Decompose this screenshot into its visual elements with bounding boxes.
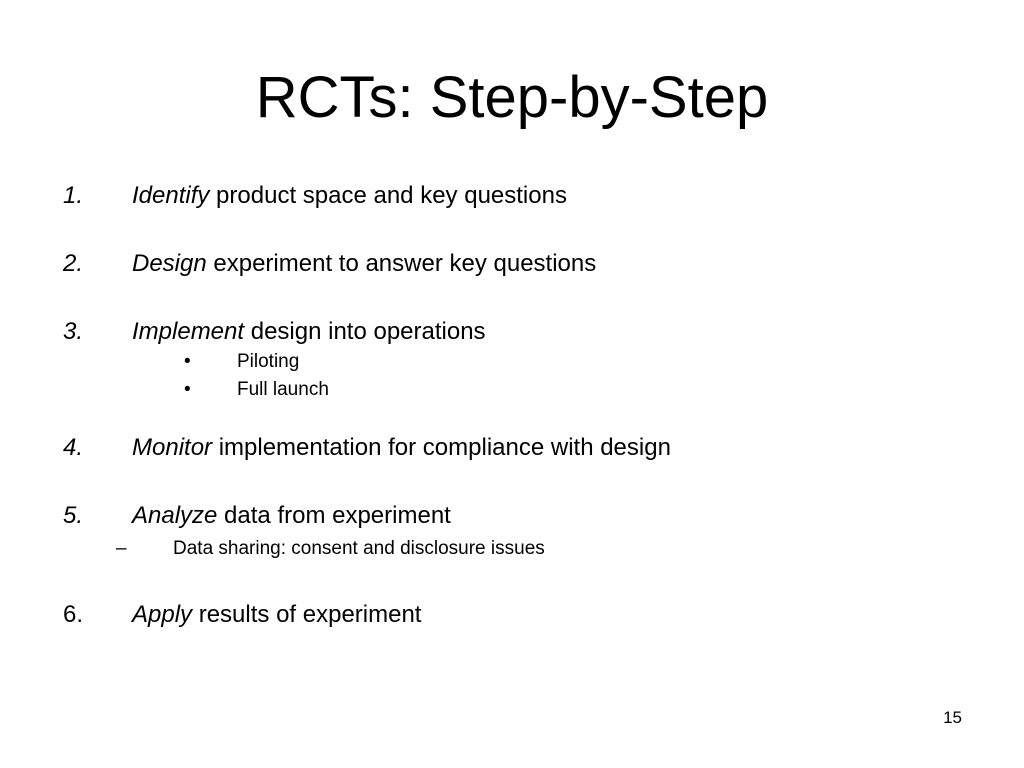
step-number: 3. [63,318,84,345]
dash-marker: – [116,538,127,559]
sub-bullet-label: Piloting [237,351,300,372]
step-text [132,318,486,346]
step-description: design into operations [244,318,486,345]
step-verb: Implement [132,318,245,345]
page-number: 15 [943,708,962,727]
step-text [132,601,421,629]
step-text [132,250,596,278]
step-description: implementation for compliance with design [212,434,671,461]
step-description: experiment to answer key questions [206,250,597,277]
step-number: 5. [63,502,84,529]
step-description: data from experiment [217,502,451,529]
step-verb: Monitor [132,434,213,461]
step-verb: Identify [132,182,210,209]
bullet-marker: • [184,379,191,400]
step-description: product space and key questions [209,182,567,209]
step-description: results of experiment [192,601,422,628]
step-verb: Analyze [132,502,218,529]
slide-title: RCTs: Step-by-Step [255,65,769,130]
step-text [132,502,451,530]
step-text [132,182,567,210]
sub-bullet-label: Full launch [237,379,329,400]
step-text [132,434,671,462]
step-verb: Apply [132,601,193,628]
step-verb: Design [132,250,207,277]
step-number: 4. [63,434,84,461]
step-number: 1. [63,182,84,209]
step-number: 6. [63,601,84,628]
sub-dash-label: Data sharing: consent and disclosure issues [173,538,545,559]
step-number: 2. [63,250,84,277]
bullet-marker: • [184,351,191,372]
